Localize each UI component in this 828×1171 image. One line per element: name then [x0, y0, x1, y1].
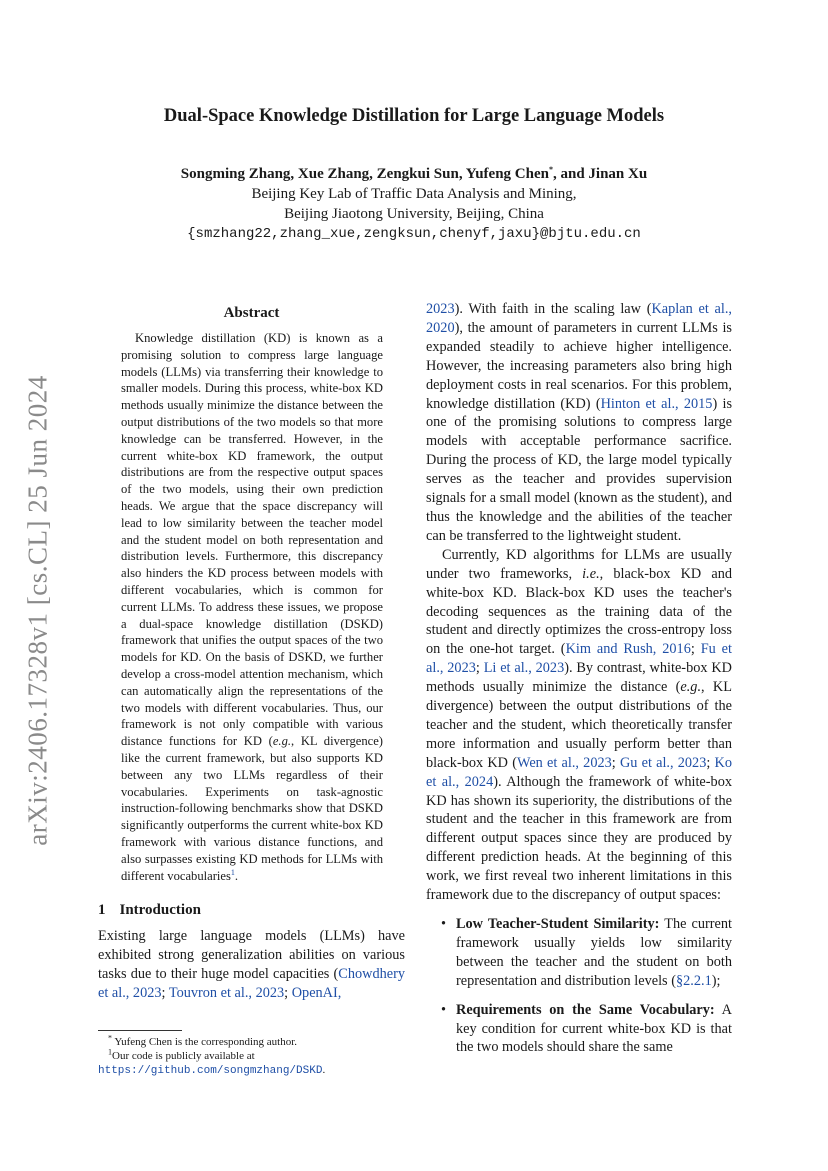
- citation-openai-2023[interactable]: 2023: [426, 301, 455, 317]
- p2-text-d: , KL divergence) between the output distributions of the teacher and the student, which theoretically transfer more information and usually perform better than black-box KD (: [426, 679, 732, 771]
- citation-separator: ;: [690, 641, 701, 658]
- section-number: 1: [98, 902, 106, 919]
- author-names-part1: Songming Zhang, Xue Zhang, Zengkui Sun, Yufeng Chen: [180, 166, 549, 182]
- p2-eg: e.g.: [680, 679, 702, 696]
- list-item-vocabulary: [426, 1001, 732, 1058]
- citation-kaplan[interactable]: Kaplan et al., 2020: [426, 301, 733, 336]
- bullet-1-end: );: [711, 972, 721, 989]
- arxiv-side-stamp: [18, 370, 58, 850]
- p2-text-b: , black-box KD and white-box KD. Black-box KD uses the teacher's decoding sequences as the training data of the student and directly optimizes the cross-entropy loss on the one-hot target. (: [426, 565, 732, 658]
- github-link[interactable]: https://github.com/songmzhang/DSKD: [98, 1065, 323, 1078]
- abstract-text-end: , KL divergence) like the current framework, but also supports KD between any two LLMs regardless of their vocabularies. Experiments on task-agnostic instruction-following benchmarks show that DSKD significantly outperforms the current white-box KD framework with various distance functions, and also surpasses existing KD methods for LLMs with different vocabularies: [121, 734, 383, 883]
- author-block: [0, 164, 828, 244]
- author-emails: {smzhang22,zhang_xue,zengksun,chenyf,jaxu}@bjtu.edu.cn: [187, 226, 641, 242]
- citation-kim[interactable]: Kim and Rush, 2016: [565, 641, 691, 658]
- citation-li[interactable]: Li et al., 2023: [483, 660, 565, 677]
- abstract-eg: e.g.: [272, 734, 292, 749]
- citation-separator: ;: [161, 985, 169, 1002]
- footnote-1-number: 1: [108, 1047, 112, 1057]
- p2-ie: i.e.: [582, 565, 600, 582]
- footnote-1-mark[interactable]: 1: [230, 867, 235, 877]
- citation-wen[interactable]: Wen et al., 2023: [516, 754, 612, 771]
- p2-text-c: ). By contrast, white-box KD methods usually minimize the distance (: [426, 660, 732, 696]
- footnotes: [98, 1030, 405, 1079]
- author-names-part2: , and Jinan Xu: [552, 166, 648, 182]
- intro-text: Existing large language models (LLMs) have exhibited strong generalization abilities on various tasks due to their huge model capacities (: [98, 928, 405, 983]
- right-column: [426, 300, 732, 1067]
- right-text-3: ) is one of the promising solutions to compress large models with acceptable performance sacrifice. During the process of KD, the large model typically serves as the teacher and provides supervision signals for a small model (known as the student), and thus the knowledge and the abilities of the teacher can be transferred to the lightweight student.: [426, 395, 733, 544]
- bullet-1-text: The current framework usually yields low similarity between the teacher and the student on both representation and distribution levels (: [456, 916, 732, 989]
- right-paragraph-1: [426, 300, 732, 546]
- author-names: [0, 164, 828, 184]
- citation-chowdhery[interactable]: Chowdhery et al., 2023: [98, 966, 405, 1002]
- right-text-1: ). With faith in the scaling law (: [454, 301, 652, 317]
- section-title: Introduction: [119, 902, 201, 919]
- footnote-star-mark: *: [108, 1033, 112, 1043]
- bullet-2-title: Requirements on the Same Vocabulary:: [456, 1001, 715, 1018]
- footnote-code: [98, 1049, 405, 1078]
- citation-separator: ;: [706, 754, 715, 771]
- bullet-1-title: Low Teacher-Student Similarity:: [456, 916, 660, 932]
- arxiv-id-text: arXiv:2406.17328v1 [cs.CL] 25 Jun 2024: [22, 374, 53, 846]
- citation-separator: ;: [284, 985, 292, 1002]
- corresponding-star: *: [548, 165, 553, 174]
- p2-text-a: Currently, KD algorithms for LLMs are usually under two frameworks,: [426, 546, 732, 582]
- intro-paragraph-1: [98, 927, 405, 1003]
- abstract-final-period: .: [234, 868, 239, 883]
- limitations-list: [426, 915, 732, 1057]
- right-text-2: ), the amount of parameters in current LLMs is expanded steadily to achieve higher intelligence. However, the increasing parameters also bring high deployment costs in real scenarios. For this problem, knowledge distillation (KD) (: [426, 319, 732, 412]
- abstract-body: [121, 330, 383, 884]
- citation-gu[interactable]: Gu et al., 2023: [619, 754, 707, 771]
- section-heading-introduction: [98, 902, 405, 919]
- citation-separator: ;: [611, 754, 620, 771]
- citation-separator: ;: [475, 660, 484, 677]
- citation-openai[interactable]: OpenAI,: [291, 985, 342, 1002]
- bullet-2-text: A key condition for current white-box KD is that the two models should share the same: [456, 1001, 732, 1056]
- footnote-1-text: Our code is publicly available at: [112, 1050, 255, 1063]
- paper-title: Dual-Space Knowledge Distillation for Large Language Models: [163, 106, 665, 126]
- list-item-similarity: [426, 915, 732, 991]
- bullet-dot-icon: •: [441, 1001, 447, 1018]
- footnote-star-text: Yufeng Chen is the corresponding author.: [114, 1036, 298, 1048]
- footnote-corresponding: [98, 1035, 405, 1049]
- bullet-dot-icon: •: [441, 916, 447, 932]
- footnote-divider: [98, 1030, 182, 1031]
- left-column: [98, 300, 405, 1003]
- affiliation-line-1: Beijing Key Lab of Traffic Data Analysis and Mining,: [251, 186, 577, 202]
- citation-fu[interactable]: Fu et al., 2023: [426, 641, 732, 677]
- citation-hinton[interactable]: Hinton et al., 2015: [600, 395, 713, 412]
- p2-text-e: ). Although the framework of white-box KD has shown its superiority, the distributions of the student and the teacher in this framework are from different output spaces since they are produced by different prediction heads. At the beginning of this work, we first reveal two inherent limitations in this framework due to the discrepancy of output spaces:: [426, 773, 732, 904]
- footnote-1-end: .: [322, 1064, 326, 1077]
- right-paragraph-2: [426, 546, 732, 905]
- affiliation-line-2: Beijing Jiaotong University, Beijing, China: [284, 206, 544, 222]
- citation-ko[interactable]: Ko et al., 2024: [426, 754, 733, 790]
- abstract-text: Knowledge distillation (KD) is known as a promising solution to compress large language models (LLMs) via transferring their knowledge to smaller models. During this process, white-box KD methods usually minimize the distance between the output distributions of the two models so that more knowledge can be transferred. However, in the current white-box KD framework, the output distributions are from the respective output spaces of the two models, using their own prediction heads. We argue that the space discrepancy will lead to low similarity between the teacher model and the student model on both representation and distribution levels. Furthermore, this discrepancy also hinders the KD process between models with different vocabularies, which is common for current LLMs. To address these issues, we propose a dual-space knowledge distillation (DSKD) framework that unifies the output spaces of the two models for KD. On the basis of DSKD, we further develop a cross-model attention mechanism, which can automatically align the representations of the two models with different vocabularies. Thus, our framework is not only compatible with various distance functions for KD (: [121, 331, 383, 749]
- citation-touvron[interactable]: Touvron et al., 2023: [168, 985, 285, 1002]
- section-ref-2-2-1[interactable]: §2.2.1: [675, 972, 712, 989]
- abstract-heading: Abstract: [223, 305, 280, 321]
